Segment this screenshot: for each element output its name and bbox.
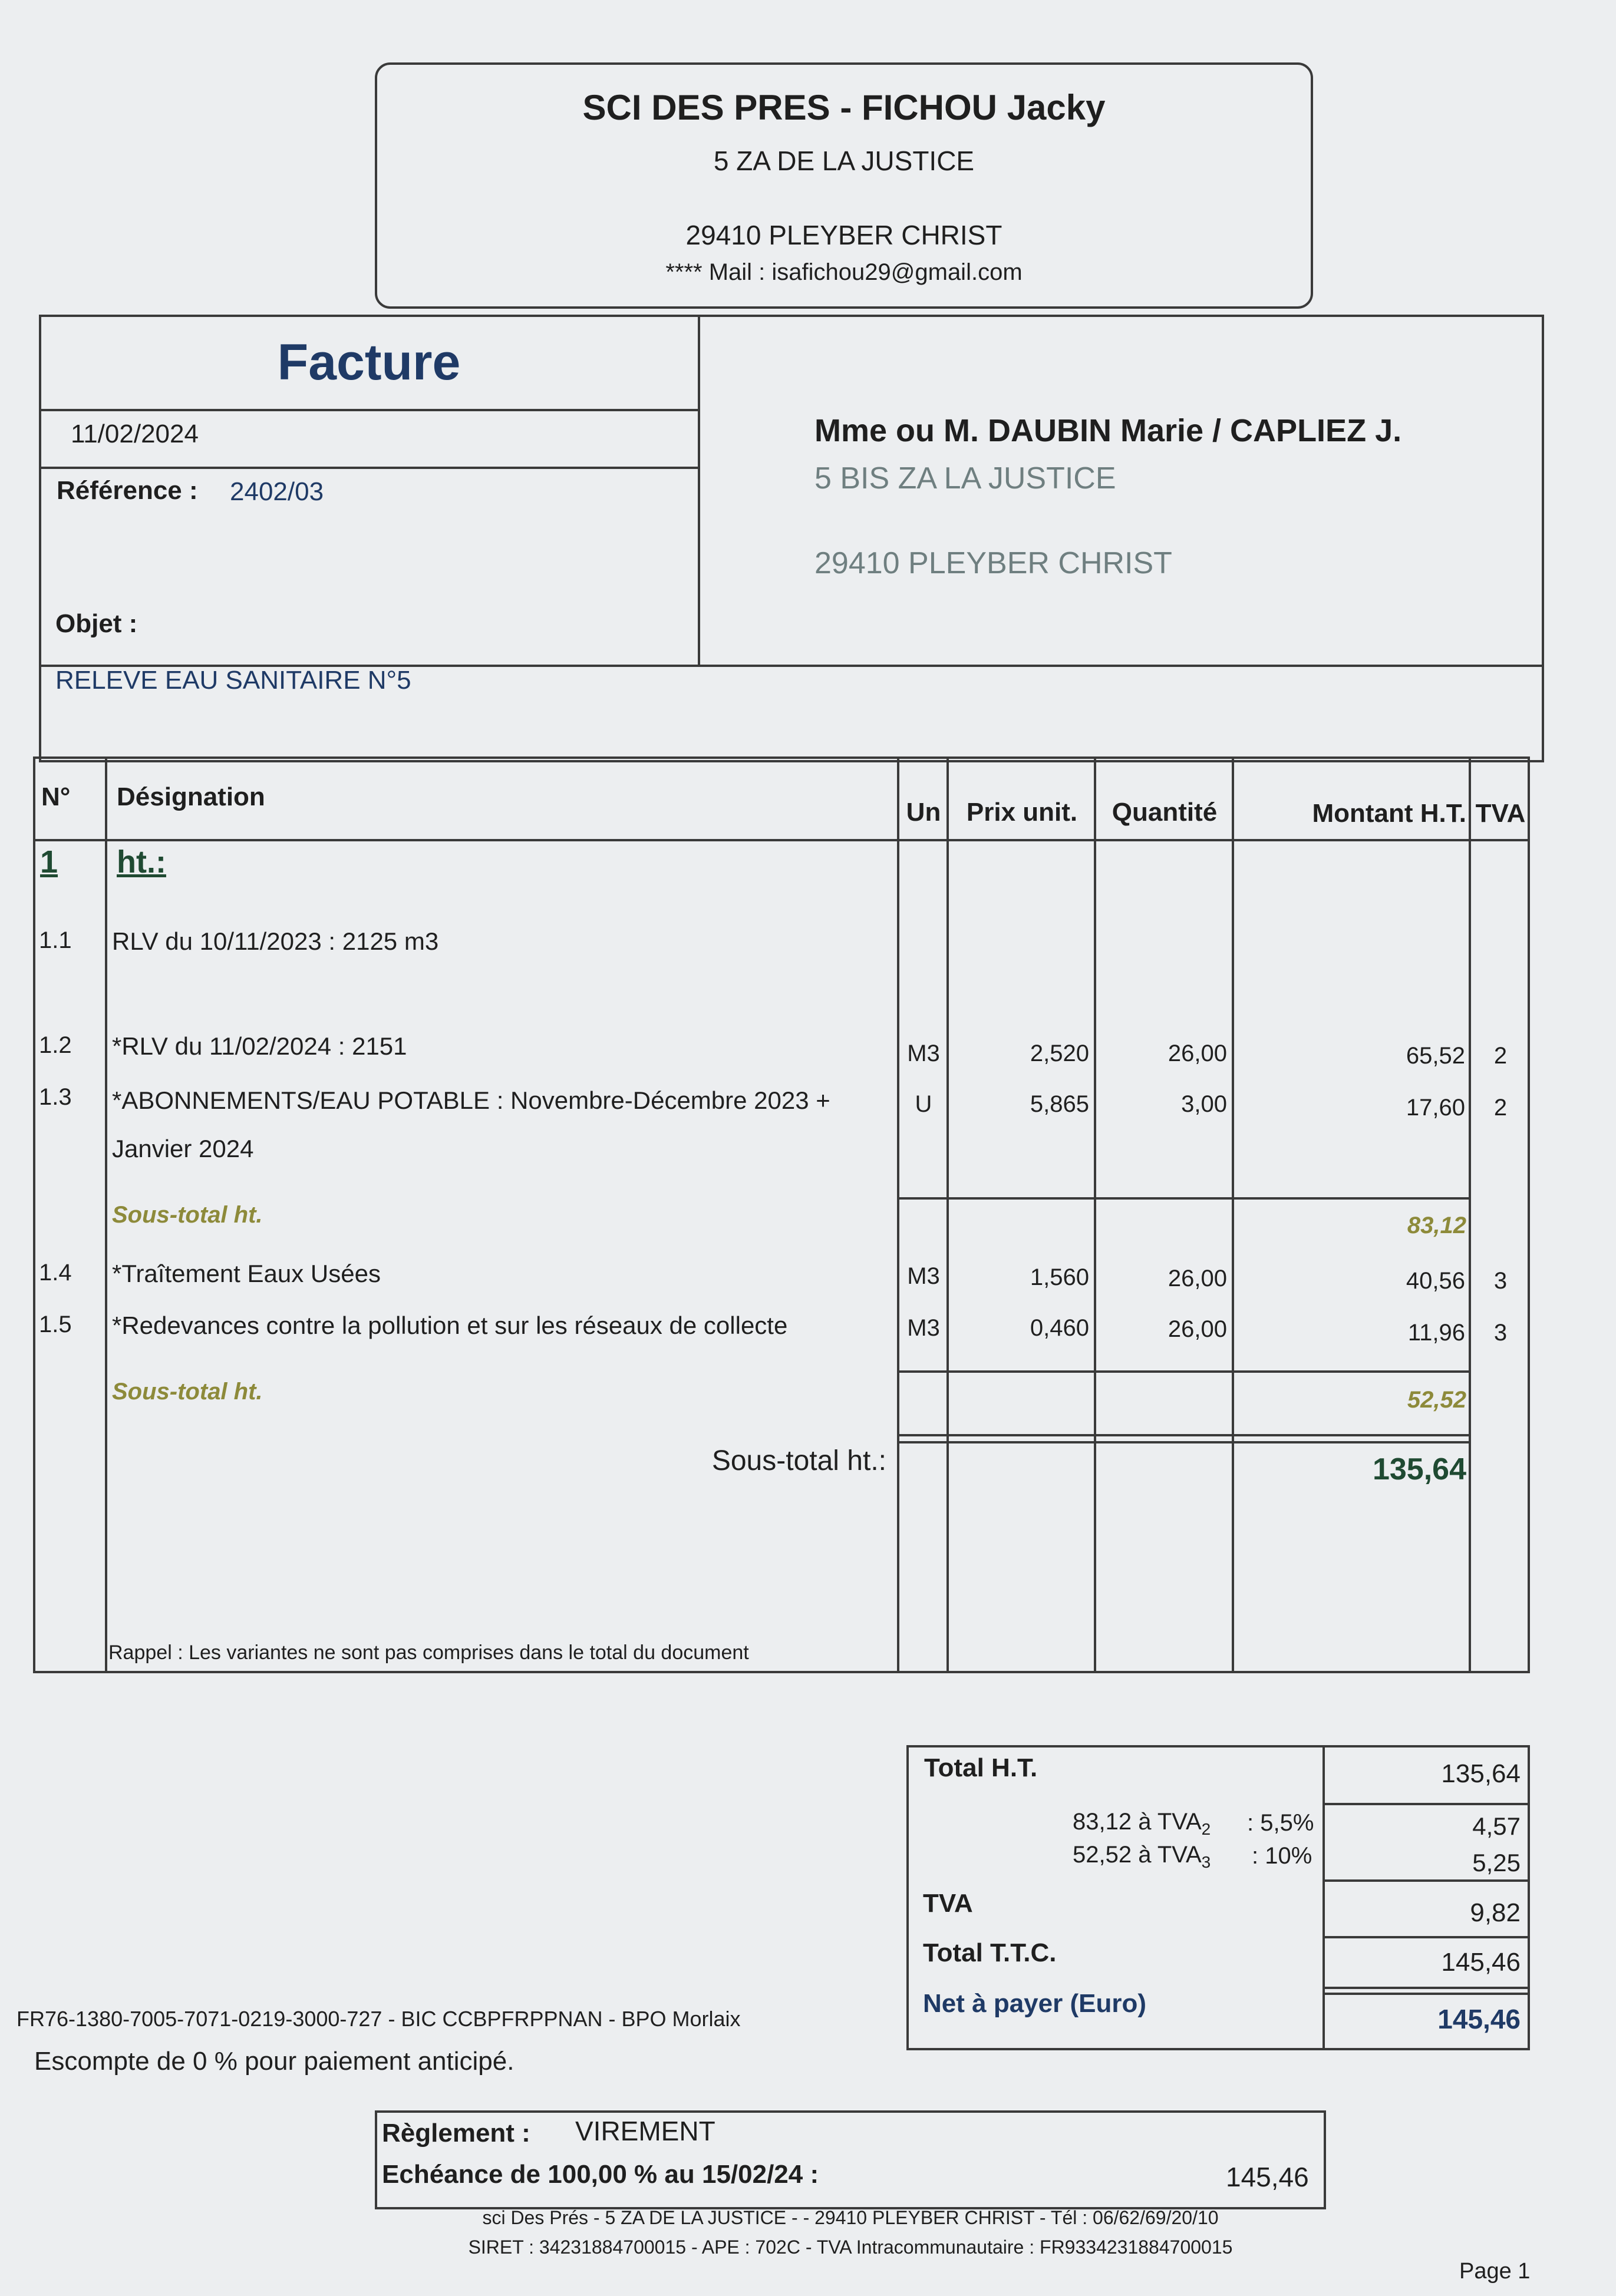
invoice-title: Facture [277,334,461,391]
row-designation: *Traîtement Eaux Usées [112,1260,381,1287]
row-no: 1.5 [39,1311,72,1337]
row-designation: *Redevances contre la pollution et sur les réseaux de collecte [112,1311,788,1339]
recipient-name: Mme ou M. DAUBIN Marie / CAPLIEZ J. [814,413,1402,448]
recipient-street: 5 BIS ZA LA JUSTICE [814,461,1116,495]
row-designation: *ABONNEMENTS/EAU POTABLE : Novembre-Décembre 2023 + [112,1086,830,1114]
col-header-price: Prix unit. [966,798,1078,827]
col-header-quantity: Quantité [1112,798,1218,827]
tva3-base: 52,52 à $TVA_3$ [1073,1842,1211,1871]
row-designation: RLV du 10/11/2023 : 2125 m3 [112,927,439,955]
sender-street: 5 ZA DE LA JUSTICE [713,146,975,176]
tva3-rate: : 10% [1252,1843,1312,1869]
tva-label: TVA [923,1889,973,1918]
reference-label: Référence : [57,476,198,505]
grand-subtotal-label: Sous-total ht.: [711,1445,886,1476]
row-amount: 65,52 [1406,1043,1465,1069]
row-unit: M3 [907,1263,940,1289]
row-designation-continued: Janvier 2024 [112,1135,254,1162]
row-tva: 3 [1493,1320,1508,1346]
row-unit: U [915,1091,932,1117]
subtotal-label: Sous-total ht. [112,1379,263,1405]
row-unit: M3 [907,1315,940,1341]
row-price: 0,460 [1030,1315,1089,1341]
ttc-label: Total T.T.C. [923,1938,1057,1967]
col-header-designation: Désignation [117,782,265,811]
section-number: 1 [40,844,58,880]
row-quantity: 26,00 [1168,1266,1227,1291]
reminder-note: Rappel : Les variantes ne sont pas comprises dans le total du document [108,1641,749,1664]
row-unit: M3 [907,1040,940,1066]
row-tva: 2 [1493,1095,1508,1121]
row-no: 1.2 [39,1032,72,1058]
tva-value: 9,82 [1470,1898,1521,1927]
row-no: 1.3 [39,1084,72,1110]
tva2-value: 4,57 [1472,1812,1521,1840]
col-header-amount: Montant H.T. [1312,799,1466,828]
row-quantity: 26,00 [1168,1316,1227,1342]
row-quantity: 26,00 [1168,1040,1227,1066]
payment-due-value: 145,46 [1226,2162,1309,2192]
object-label: Objet : [55,609,138,638]
subtotal-value: 83,12 [1407,1213,1466,1238]
discount-note: Escompte de 0 % pour paiement anticipé. [34,2047,515,2076]
footer-line-2: SIRET : 34231884700015 - APE : 702C - TVA Intracommunautaire : FR9334231884700015 [468,2236,1233,2258]
row-amount: 17,60 [1406,1095,1465,1121]
total-ht-value: 135,64 [1441,1759,1521,1788]
net-value: 145,46 [1437,2004,1521,2034]
recipient-city: 29410 PLEYBER CHRIST [814,546,1172,580]
row-amount: 11,96 [1407,1320,1465,1346]
ttc-value: 145,46 [1441,1948,1521,1977]
sender-name: SCI DES PRES - FICHOU Jacky [582,88,1106,127]
section-title: ht.: [117,844,166,880]
row-quantity: 3,00 [1181,1091,1227,1117]
subtotal-value: 52,52 [1407,1387,1466,1413]
row-price: 5,865 [1030,1091,1089,1117]
page-number: Page 1 [1459,2259,1531,2284]
row-no: 1.1 [39,927,72,953]
tva2-rate: : 5,5% [1247,1810,1314,1836]
col-header-no: N° [41,782,71,811]
footer-line-1: sci Des Prés - 5 ZA DE LA JUSTICE - - 29410 PLEYBER CHRIST - Tél : 06/62/69/20/10 [482,2207,1219,2228]
payment-method: VIREMENT [575,2116,715,2146]
grand-subtotal-value: 135,64 [1372,1452,1466,1486]
total-ht-label: Total H.T. [924,1753,1038,1782]
row-designation: *RLV du 11/02/2024 : 2151 [112,1032,407,1060]
row-tva: 2 [1493,1043,1508,1069]
payment-label: Règlement : [382,2119,530,2148]
payment-due-label: Echéance de 100,00 % au 15/02/24 : [382,2160,819,2189]
tva2-base: 83,12 à $TVA_2$ [1073,1809,1211,1838]
bank-details: FR76-1380-7005-7071-0219-3000-727 - BIC CCBPFRPPNAN - BPO Morlaix [17,2007,741,2031]
net-label: Net à payer (Euro) [923,1989,1146,2018]
sender-mail: **** Mail : isafichou29@gmail.com [665,259,1023,285]
col-header-unit: Un [906,798,941,827]
row-price: 2,520 [1030,1040,1089,1066]
invoice-date: 11/02/2024 [71,419,199,448]
reference-value: 2402/03 [230,477,324,506]
col-header-tva: TVA [1475,799,1526,828]
row-amount: 40,56 [1406,1268,1465,1294]
row-tva: 3 [1493,1268,1508,1294]
object-value: RELEVE EAU SANITAIRE N°5 [55,666,411,695]
subtotal-label: Sous-total ht. [112,1202,263,1228]
tva3-value: 5,25 [1472,1849,1521,1877]
sender-city: 29410 PLEYBER CHRIST [685,220,1002,250]
row-price: 1,560 [1030,1264,1089,1290]
row-no: 1.4 [39,1260,72,1286]
